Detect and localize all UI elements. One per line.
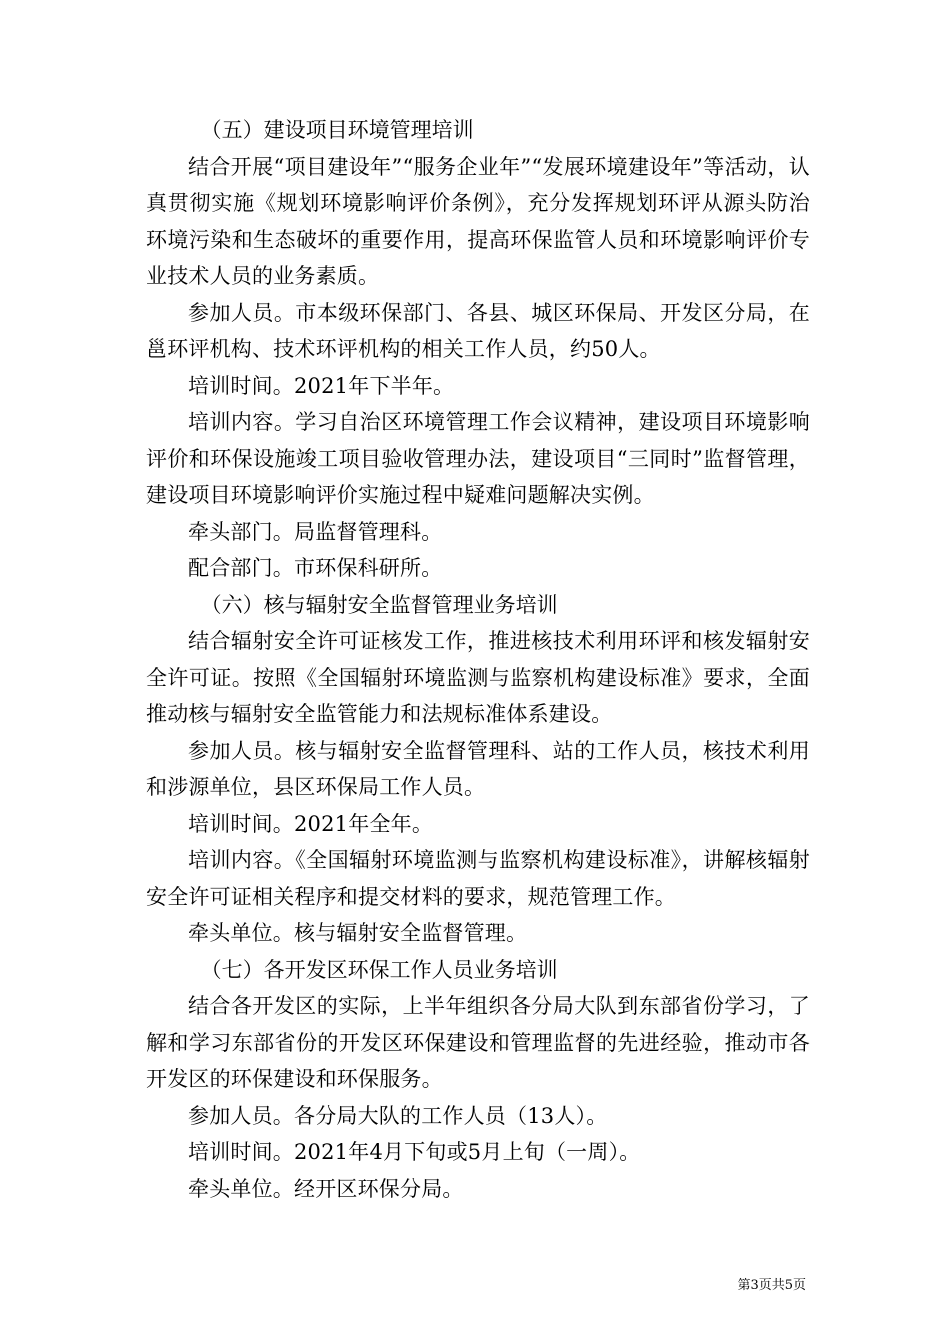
paragraph: 培训内容。《全国辐射环境监测与监察机构建设标准》，讲解核辐射安全许可证相关程序和提交材料的要求，规范管理工作。 [146,848,810,909]
paragraph: 结合各开发区的实际，上半年组织各分局大队到东部省份学习，了解和学习东部省份的开发区环保建设和管理监督的先进经验，推动市各开发区的环保建设和环保服务。 [146,994,810,1091]
paragraph: 参加人员。各分局大队的工作人员（13人）。 [188,1103,608,1128]
paragraph: 结合辐射安全许可证核发工作，推进核技术利用环评和核发辐射安全许可证。按照《全国辐射环境监测与监察机构建设标准》要求，全面推动核与辐射安全监管能力和法规标准体系建设。 [146,629,810,726]
paragraph: 结合开展“项目建设年”“服务企业年”“发展环境建设年”等活动，认真贯彻实施《规划环境影响评价条例》，充分发挥规划环评从源头防治环境污染和生态破坏的重要作用，提高环保监管人员和环境影响评价专业技术人员的业务素质。 [146,154,810,288]
section-heading-6: （六）核与辐射安全监督管理业务培训 [200,592,558,617]
document-body [146,112,810,1207]
paragraph: 培训内容。学习自治区环境管理工作会议精神，建设项目环境影响评价和环保设施竣工项目验收管理办法，建设项目“三同时”监督管理，建设项目环境影响评价实施过程中疑难问题解决实例。 [146,410,810,507]
paragraph: 参加人员。核与辐射安全监督管理科、站的工作人员，核技术利用和涉源单位，县区环保局工作人员。 [146,738,810,799]
paragraph: 培训时间。2021年4月下旬或5月上旬（一周）。 [188,1140,641,1164]
paragraph: 参加人员。市本级环保部门、各县、城区环保局、开发区分局，在邕环评机构、技术环评机构的相关工作人员，约50人。 [146,300,810,361]
paragraph: 牵头单位。核与辐射安全监督管理。 [188,921,528,945]
paragraph: 培训时间。2021年下半年。 [188,373,455,398]
paragraph: 培训时间。2021年全年。 [188,811,434,836]
paragraph: 牵头部门。局监督管理科。 [188,519,443,544]
paragraph: 配合部门。市环保科研所。 [188,556,443,580]
section-heading-7: （七）各开发区环保工作人员业务培训 [200,957,558,982]
paragraph: 牵头单位。经开区环保分局。 [188,1176,464,1201]
section-heading-5: （五）建设项目环境管理培训 [200,118,474,142]
page-number: 第3页共5页 [737,1278,806,1293]
